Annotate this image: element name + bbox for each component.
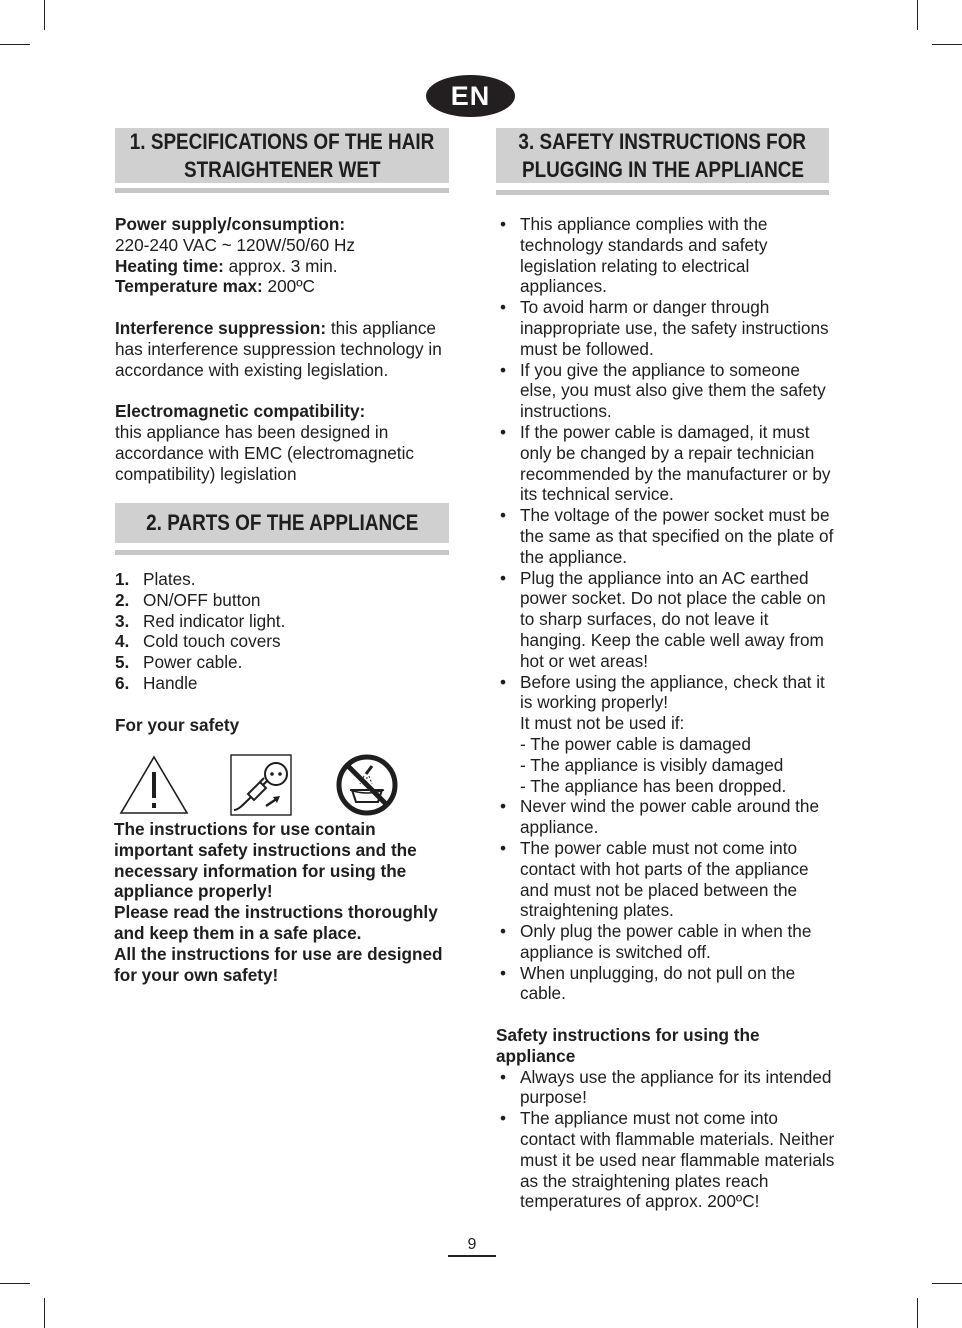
section-1-rule [115,188,449,193]
list-item: • When unplugging, do not pull on the cable. [499,962,796,1004]
heating-label: Heating time: [115,255,224,276]
list-item: • Never wind the power cable around the appliance. [499,796,820,838]
crop-mark [0,44,30,45]
list-item: 2. ON/OFF button [115,589,261,610]
list-item: • Plug the appliance into an AC earthed power socket. Do not place the cable on to sharp surfaces, do not leave it hanging. Keep the cable well away from hot or wet areas! [499,567,826,671]
section-2-rule [115,550,449,555]
power-label: Power supply/consumption: [115,214,346,234]
emc-value: this appliance has been designed in accordance with EMC (electromagnetic compatibility) legislation [115,421,414,484]
list-item: 1. Plates. [115,569,196,589]
section-3-rule [496,190,829,195]
specifications-block [115,214,455,484]
interference-label: Interference suppression: [115,317,327,338]
plug-socket-icon [230,754,292,816]
crop-mark [917,1298,918,1328]
interference-value: this appliance has interference suppression technology in accordance with existing legislation. [115,317,442,380]
list-item: • The appliance must not come into contact with flammable materials. Neither must it be used near flammable materials as the straightening plates reach temperatures of approx. 200ºC! [499,1108,835,1212]
page-number: 9 [467,1236,477,1253]
list-item: • If the power cable is damaged, it must only be changed by a repair technician recommended by the manufacturer or by its technical service. [499,421,831,505]
warning-triangle-icon [118,754,190,816]
list-item: • Before using the appliance, check that it is working properly! It must not be used if: - The power cable is damaged - The appliance is visibly damaged - The appliance has been dropped. [499,671,825,796]
crop-mark [917,0,918,30]
plugging-instructions [496,214,836,1212]
crop-mark [44,0,45,30]
crop-mark [932,44,962,45]
section-1-heading [115,128,449,183]
list-item: • Always use the appliance for its intended purpose! [499,1066,832,1108]
list-item: 6. Handle [115,672,198,693]
heating-time-row [115,256,455,277]
crop-mark [44,1298,45,1328]
list-item: 4. Cold touch covers [115,631,281,652]
section-1-title-line-2: STRAIGHTENER WET [183,156,381,182]
crop-mark [0,1283,30,1284]
section-2-heading [115,503,449,543]
emc-label: Electromagnetic compatibility: [115,401,366,422]
section-2-title: 2. PARTS OF THE APPLIANCE [145,510,419,535]
section-3-heading [496,128,829,183]
no-water-spray-icon [334,752,400,818]
crop-mark [932,1283,962,1284]
list-item: • To avoid harm or danger through inappropriate use, the safety instructions must be followed. [499,297,829,359]
interference-paragraph [115,318,455,380]
list-item: • Only plug the power cable in when the appliance is switched off. [499,921,812,962]
section-1-title-line-1: 1. SPECIFICATIONS OF THE HAIR [129,128,435,154]
power-value: 220-240 VAC ~ 120W/50/60 Hz [115,234,355,255]
safety-warning-text: The instructions for use contain important safety instructions and the necessary information for using the appliance properly! Please read the instructions thoroughly and keep them in a safe place. All the instructions for use are designed for your own safety! [114,819,443,985]
temperature-label: Temperature max: [115,276,263,297]
parts-block [115,569,455,735]
temperature-value: 200ºC [262,276,315,297]
list-item: • The power cable must not come into contact with hot parts of the appliance and must not be placed between the straightening plates. [499,837,809,921]
language-badge: EN [426,75,515,117]
using-safety-heading: Safety instructions for using the appliance [496,1025,760,1066]
list-item: • The voltage of the power socket must be the same as that specified on the plate of the appliance. [499,505,834,567]
temperature-row [115,276,455,297]
safety-heading: For your safety [115,714,240,735]
list-item: • If you give the appliance to someone else, you must also give them the safety instructions. [499,359,826,422]
list-item: 5. Power cable. [115,652,243,673]
list-item: 3. Red indicator light. [115,610,286,631]
parts-list [115,569,455,694]
using-bullet-list [496,1067,836,1213]
page-number-rule [448,1255,496,1257]
section-3-title-line-1: 3. SAFETY INSTRUCTIONS FOR [518,128,807,154]
list-item: • This appliance complies with the technology standards and safety legislation relating to electrical appliances. [499,214,768,297]
section-3-title-line-2: PLUGGING IN THE APPLIANCE [521,156,804,182]
plugging-bullet-list [496,214,836,1004]
heating-value: approx. 3 min. [223,255,338,276]
